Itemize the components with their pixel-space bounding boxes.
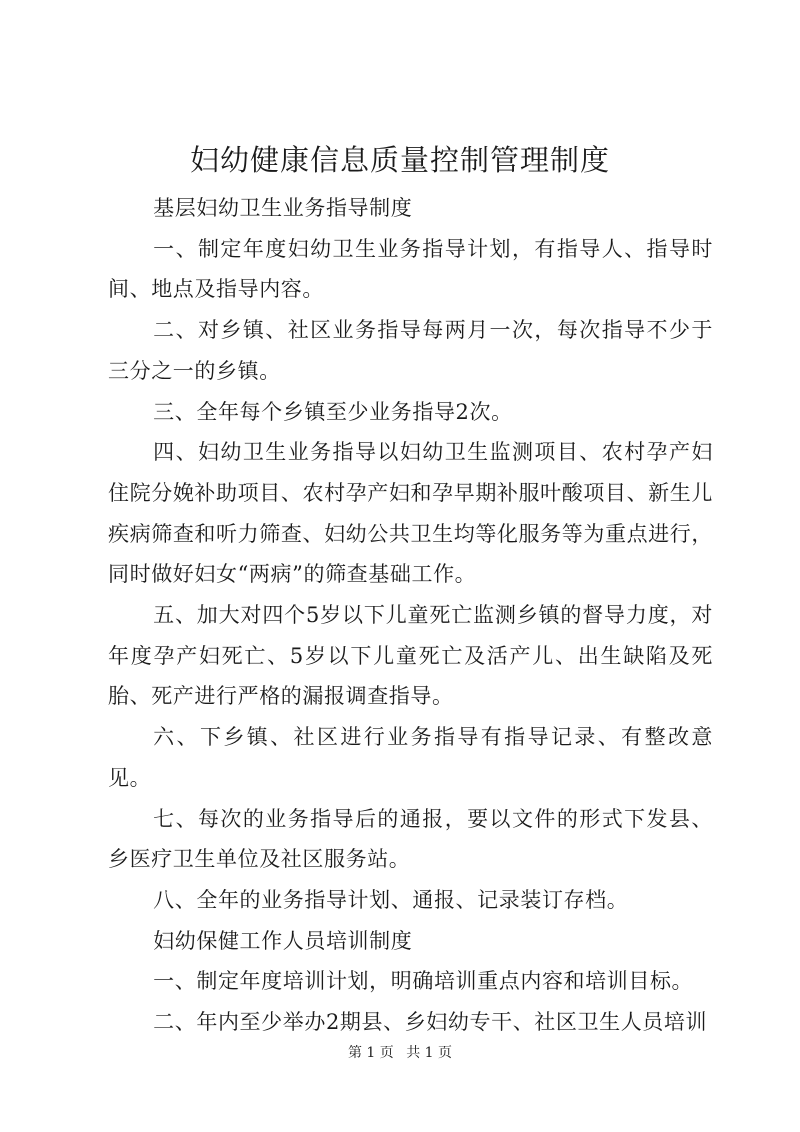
page-footer — [0, 1043, 800, 1063]
paragraph: 三、全年每个乡镇至少业务指导2次。 — [153, 399, 513, 424]
paragraph: 二、年内至少举办2期县、乡妇幼专干、社区卫生人员培训 — [153, 1010, 708, 1035]
paragraph: 一、制定年度妇幼卫生业务指导计划，有指导人、指导时间、地点及指导内容。 — [108, 236, 713, 302]
paragraph: 八、全年的业务指导计划、通报、记录装订存档。 — [153, 887, 629, 912]
paragraph: 七、每次的业务指导后的通报，要以文件的形式下发县、乡医疗卫生单位及社区服务站。 — [108, 806, 713, 872]
paragraph: 四、妇幼卫生业务指导以妇幼卫生监测项目、农村孕产妇住院分娩补助项目、农村孕产妇和孕早期补服叶酸项目、新生儿疾病筛查和听力筛查、妇幼公共卫生均等化服务等为重点进行，同时做好妇女“两病”的筛查基础工作。 — [108, 440, 713, 587]
document-body — [108, 188, 713, 1043]
page-number: 第 1 页 — [347, 1045, 394, 1061]
page-total: 共 1 页 — [406, 1045, 453, 1061]
section-heading: 基层妇幼卫生业务指导制度 — [153, 196, 413, 220]
paragraph: 六、下乡镇、社区进行业务指导有指导记录、有整改意见。 — [108, 725, 713, 790]
document-title: 妇幼健康信息质量控制管理制度 — [189, 143, 610, 177]
paragraph: 二、对乡镇、社区业务指导每两月一次，每次指导不少于三分之一的乡镇。 — [108, 318, 713, 383]
paragraph: 五、加大对四个5岁以下儿童死亡监测乡镇的督导力度，对年度孕产妇死亡、5岁以下儿童死亡及活产儿、出生缺陷及死胎、死产进行严格的漏报调查指导。 — [108, 603, 713, 709]
paragraph: 一、制定年度培训计划，明确培训重点内容和培训目标。 — [153, 969, 694, 994]
section-heading: 妇幼保健工作人员培训制度 — [153, 928, 413, 953]
